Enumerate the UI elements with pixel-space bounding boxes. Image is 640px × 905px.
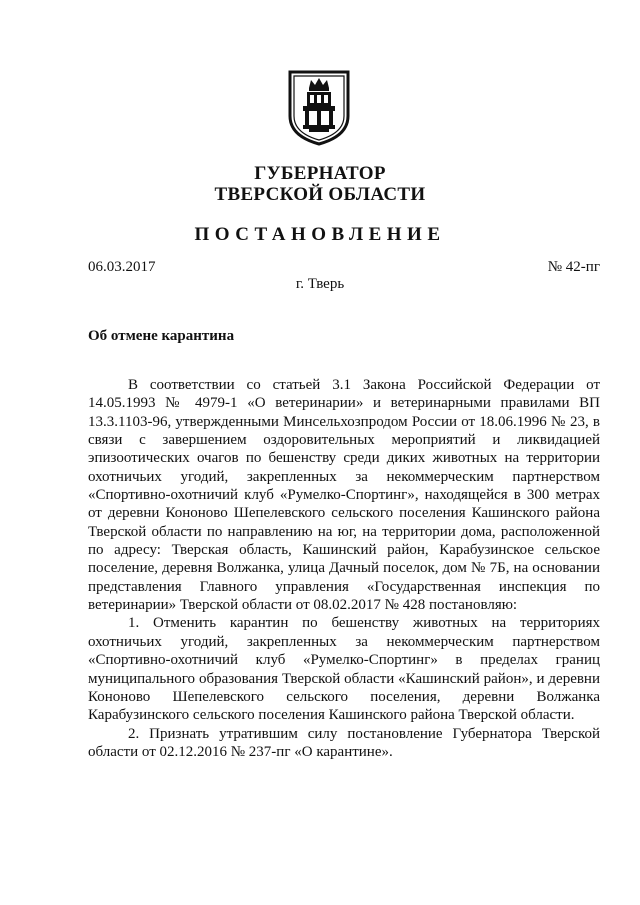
clause-2-paragraph: 2. Признать утратившим силу постановление Губернатора Тверской области от 02.12.2016 № 237-пг «О карантине». (88, 725, 600, 760)
coat-of-arms-icon (287, 70, 351, 146)
authority-title: ГУБЕРНАТОР (254, 163, 386, 184)
document-number: № 42-пг (547, 259, 600, 275)
document-body (88, 376, 600, 761)
authority-region: ТВЕРСКОЙ ОБЛАСТИ (214, 184, 426, 205)
document-date: 06.03.2017 (88, 259, 156, 275)
clause-1-paragraph: 1. Отменить карантин по бешенству животных на территориях охотничьих угодий, закрепленных за некоммерческим партнерством «Спортивно-охотничий клуб «Румелко-Спортинг» в пределах границ муниципального образования Тверской области «Кашинский район», и деревни Кононово Шепелевского сельского поселения, деревни Волжанка Карабузинского сельского поселения Кашинского района Тверской области. (88, 615, 600, 724)
preamble-paragraph: В соответствии со статьей 3.1 Закона Российской Федерации от 14.05.1993 № 4979-1 «О ветеринарии» и ветеринарными правилами ВП 13.3.1103-96, утвержденными Минсельхозпродом России от 18.06.1996 № 23, в связи с завершением оздоровительных мероприятий и ликвидацией эпизоотических очагов по бешенству среди диких животных на территории охотничьих угодий, закрепленных за некоммерческим партнерством «Спортивно-охотничий клуб «Румелко-Спортинг», находящейся в 300 метрах от деревни Кононово Шепелевского сельского поселения Кашинского района Тверской области по направлению на юг, на территории дома, расположенной по адресу: Тверская область, Кашинский район, Карабузинское сельское поселение, деревня Волжанка, улица Дачный поселок, дом № 7Б, на основании представления Главного управления «Государственная инспекция по ветеринарии» Тверской области от 08.02.2017 № 428 постановляю: (88, 377, 600, 614)
document-type: ПОСТАНОВЛЕНИЕ (194, 224, 446, 245)
document-subject: Об отмене карантина (88, 328, 235, 344)
document-city: г. Тверь (295, 276, 345, 292)
